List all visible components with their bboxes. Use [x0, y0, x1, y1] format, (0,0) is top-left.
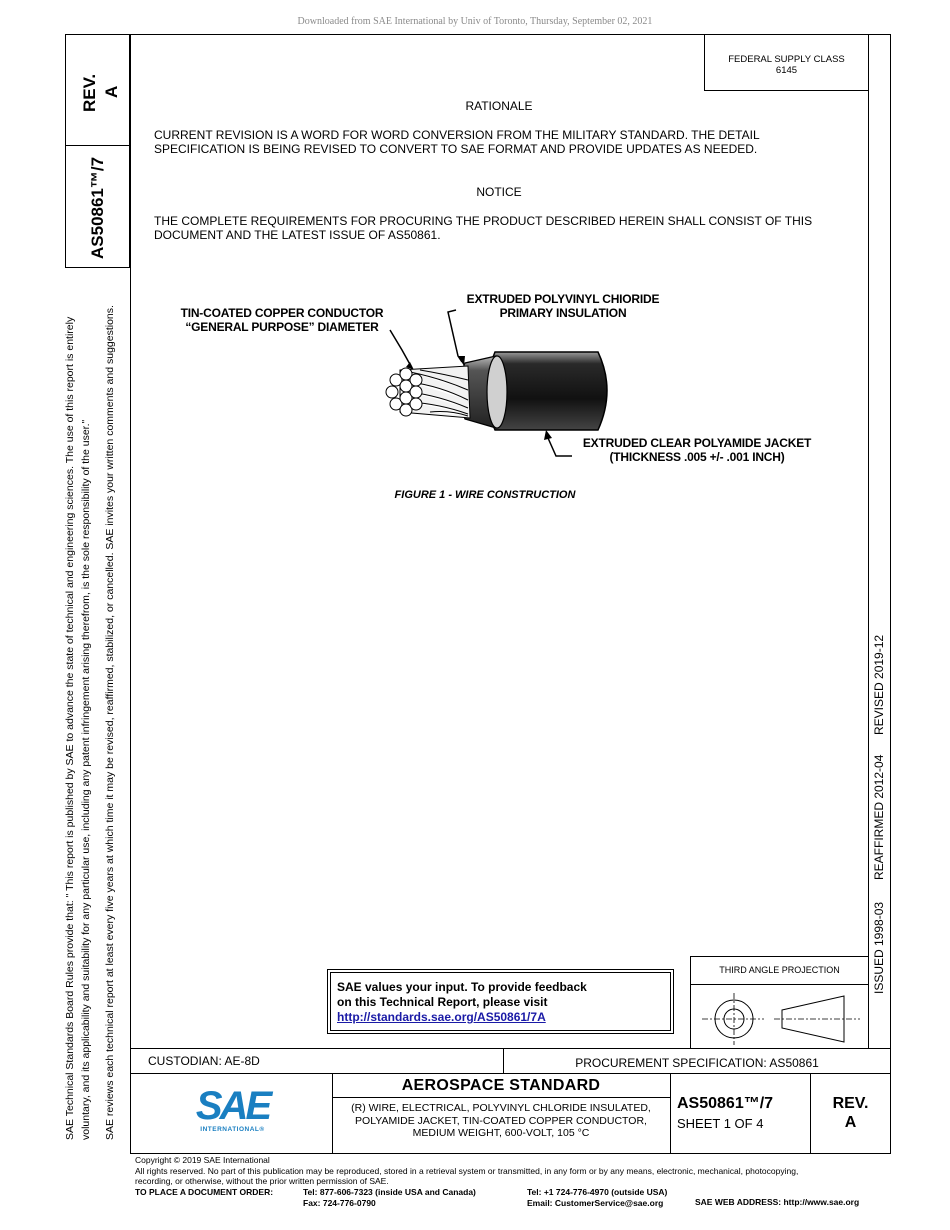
order-contacts-outside: Tel: +1 724-776-4970 (outside USA) Email: CustomerService@sae.org: [527, 1187, 668, 1208]
side-note-line3: SAE reviews each technical report at least every five years at which time it may be revised, reaffirmed, stabilized, or cancelled. SAE invites your written comments and suggestions.: [104, 305, 116, 1140]
insulation-leader-line: [448, 310, 462, 362]
projection-symbol: [694, 990, 864, 1048]
title-doc-number: AS50861™/7: [677, 1095, 774, 1112]
federal-supply-box: [704, 34, 869, 91]
figure-caption: FIGURE 1 - WIRE CONSTRUCTION: [394, 489, 576, 501]
custodian-text: CUSTODIAN: AE-8D: [148, 1054, 260, 1068]
notice-text: THE COMPLETE REQUIREMENTS FOR PROCURING THE PRODUCT DESCRIBED HEREIN SHALL CONSIST OF THIS DOCUMENT AND THE LATEST ISSUE OF AS50861.: [154, 214, 813, 242]
conductor-leader-line: [390, 330, 412, 368]
copyright-text: Copyright © 2019 SAE International: [135, 1155, 270, 1165]
download-watermark: Downloaded from SAE International by Univ of Toronto, Thursday, September 02, 2021: [297, 16, 653, 27]
footer: [135, 1155, 895, 1187]
notice-heading: NOTICE: [476, 185, 522, 199]
left-rev-value: A: [102, 85, 121, 98]
conductor-label: TIN-COATED COPPER CONDUCTOR “GENERAL PURPOSE” DIAMETER: [180, 306, 384, 334]
document-title: (R) WIRE, ELECTRICAL, POLYVINYL CHLORIDE INSULATED, POLYAMIDE JACKET, TIN-COATED COPPER CONDUCTOR, MEDIUM WEIGHT, 600-VOLT, 105 °C: [351, 1102, 651, 1139]
rights-line1: All rights reserved. No part of this publication may be reproduced, stored in a retrieval system or transmitted, in any form or by any means, electronic, mechanical, photocopying,: [135, 1165, 799, 1176]
insulation-label: EXTRUDED POLYVINYL CHIORIDE PRIMARY INSULATION: [466, 292, 660, 320]
side-note-line2: voluntary, and its applicability and suitability for any particular use, including any patent infringement arising therefrom, is the sole responsibility of the user.": [80, 419, 92, 1140]
left-rev-label: REV.: [80, 73, 99, 112]
reaffirmed-date: REAFFIRMED 2012-04: [872, 754, 886, 880]
feedback-line2: on this Technical Report, please visit: [337, 995, 548, 1009]
jacket-end-face: [487, 356, 507, 428]
feedback-box: [327, 969, 674, 1034]
order-contacts-usa: Tel: 877-606-7323 (inside USA and Canada) Fax: 724-776-0790: [303, 1187, 476, 1208]
feedback-line1: SAE values your input. To provide feedback: [337, 980, 587, 994]
issued-date: ISSUED 1998-03: [872, 901, 886, 994]
wire-construction-drawing: [370, 300, 630, 470]
side-note-line1: SAE Technical Standards Board Rules provide that: " This report is published by SAE to advance the state of technical and engineering sciences. The use of this report is entirely: [64, 316, 76, 1140]
sae-logo: SAE INTERNATIONAL®: [195, 1084, 270, 1133]
web-address: SAE WEB ADDRESS: http://www.sae.org: [695, 1197, 860, 1207]
jacket-label: EXTRUDED CLEAR POLYAMIDE JACKET (THICKNESS .005 +/- .001 INCH): [582, 436, 812, 464]
copper-strands: [386, 366, 470, 418]
feedback-link[interactable]: http://standards.sae.org/AS50861/7A: [337, 1010, 546, 1024]
jacket-leader-line: [548, 438, 572, 456]
rights-line2: recording, or otherwise, without the prior written permission of SAE.: [135, 1176, 389, 1186]
procurement-text: PROCUREMENT SPECIFICATION: AS50861: [575, 1056, 819, 1070]
title-revision: REV. A: [832, 1095, 869, 1131]
projection-label: THIRD ANGLE PROJECTION: [719, 965, 840, 975]
jacket-arrowhead: [544, 430, 552, 440]
federal-supply-value: 6145: [775, 65, 798, 76]
sheet-number: SHEET 1 OF 4: [677, 1116, 764, 1131]
order-label: TO PLACE A DOCUMENT ORDER:: [135, 1187, 274, 1197]
left-doc-number: AS50861™/7: [88, 156, 107, 259]
rationale-heading: RATIONALE: [465, 99, 533, 113]
federal-supply-label: FEDERAL SUPPLY CLASS: [728, 54, 845, 65]
rationale-text: CURRENT REVISION IS A WORD FOR WORD CONVERSION FROM THE MILITARY STANDARD. THE DETAIL SPECIFICATION IS BEING REVISED TO CONVERT TO SAE FORMAT AND PROVIDE UPDATES AS NEEDED.: [154, 128, 760, 156]
standard-type: AEROSPACE STANDARD: [401, 1077, 601, 1094]
revised-date: REVISED 2019-12: [872, 634, 886, 735]
